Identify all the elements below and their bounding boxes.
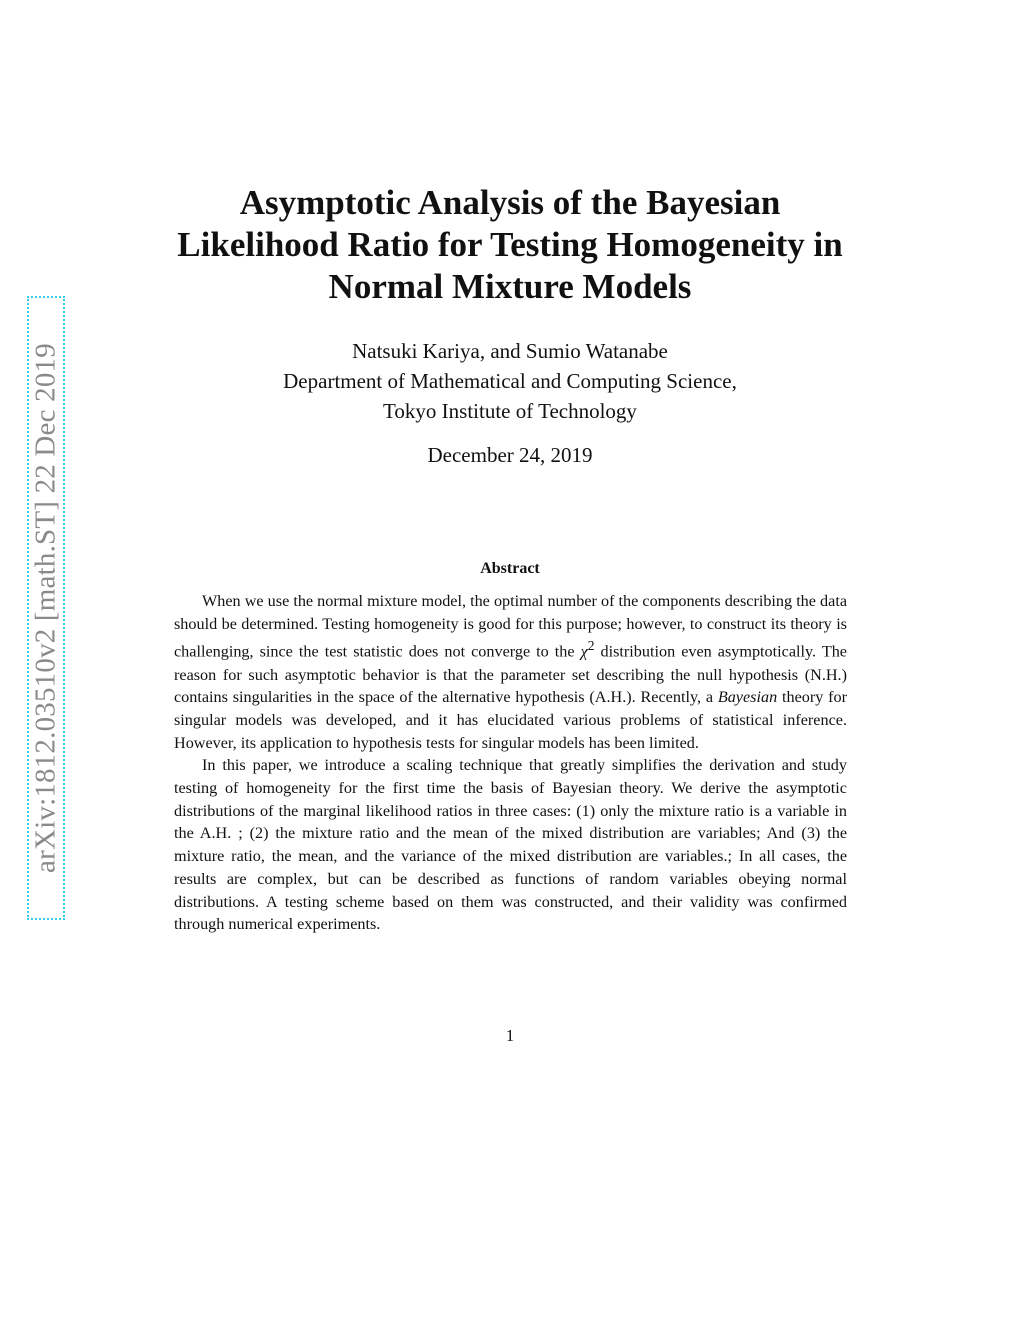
title-line: Likelihood Ratio for Testing Homogeneity in xyxy=(177,225,843,264)
author-block xyxy=(160,336,860,426)
affiliation-department: Department of Mathematical and Computing Science, xyxy=(283,369,737,393)
abstract-paragraph xyxy=(174,590,847,754)
paper-title xyxy=(100,182,920,308)
paper-date: December 24, 2019 xyxy=(427,443,593,467)
title-line: Normal Mixture Models xyxy=(328,267,692,306)
emphasis-bayesian: Bayesian xyxy=(717,688,778,707)
affiliation-institute: Tokyo Institute of Technology xyxy=(383,399,637,423)
chi-symbol: χ xyxy=(580,642,588,661)
abstract-body xyxy=(174,590,847,936)
abstract-text: theory for singular models was developed, and it has elucidated various problems of statistical inference. However, its application to hypothesis tests for singular models has been limited. xyxy=(174,688,848,752)
arxiv-stamp xyxy=(27,296,65,920)
abstract-text: When we use the normal mixture model, the optimal number of the components describing the data should be determined. Testing homogeneity is good for this purpose; however, to construct its theory is challenging, since the test statistic does not converge to the xyxy=(174,592,847,661)
arxiv-identifier: arXiv:1812.03510v2 [math.ST] 22 Dec 2019 xyxy=(29,343,62,873)
title-line: Asymptotic Analysis of the Bayesian xyxy=(239,183,781,222)
abstract-paragraph: In this paper, we introduce a scaling technique that greatly simplifies the derivation and study testing of homogeneity for the first time the basis of Bayesian theory. We derive the asymptotic distributions of the marginal likelihood ratios in three cases: (1) only the mixture ratio is a variable in the A.H. ; (2) the mixture ratio and the mean of the mixed distribution are variables; And (3) the mixture ratio, the mean, and the variance of the mixed distribution are variables.; In all cases, the results are complex, but can be described as functions of random variables obeying normal distributions. A testing scheme based on them was constructed, and their validity was confirmed through numerical experiments. xyxy=(174,756,847,934)
authors: Natsuki Kariya, and Sumio Watanabe xyxy=(352,339,668,363)
page-number: 1 xyxy=(505,1026,515,1045)
abstract-text: distribution even asymptotically. The reason for such asymptotic behavior is that the parameter set describing the null hypothesis (N.H.) contains singularities in the space of the alternative hypothesis (A.H.). Recently, a xyxy=(174,642,847,707)
abstract-heading: Abstract xyxy=(480,560,540,577)
chi-exponent: 2 xyxy=(587,638,595,654)
